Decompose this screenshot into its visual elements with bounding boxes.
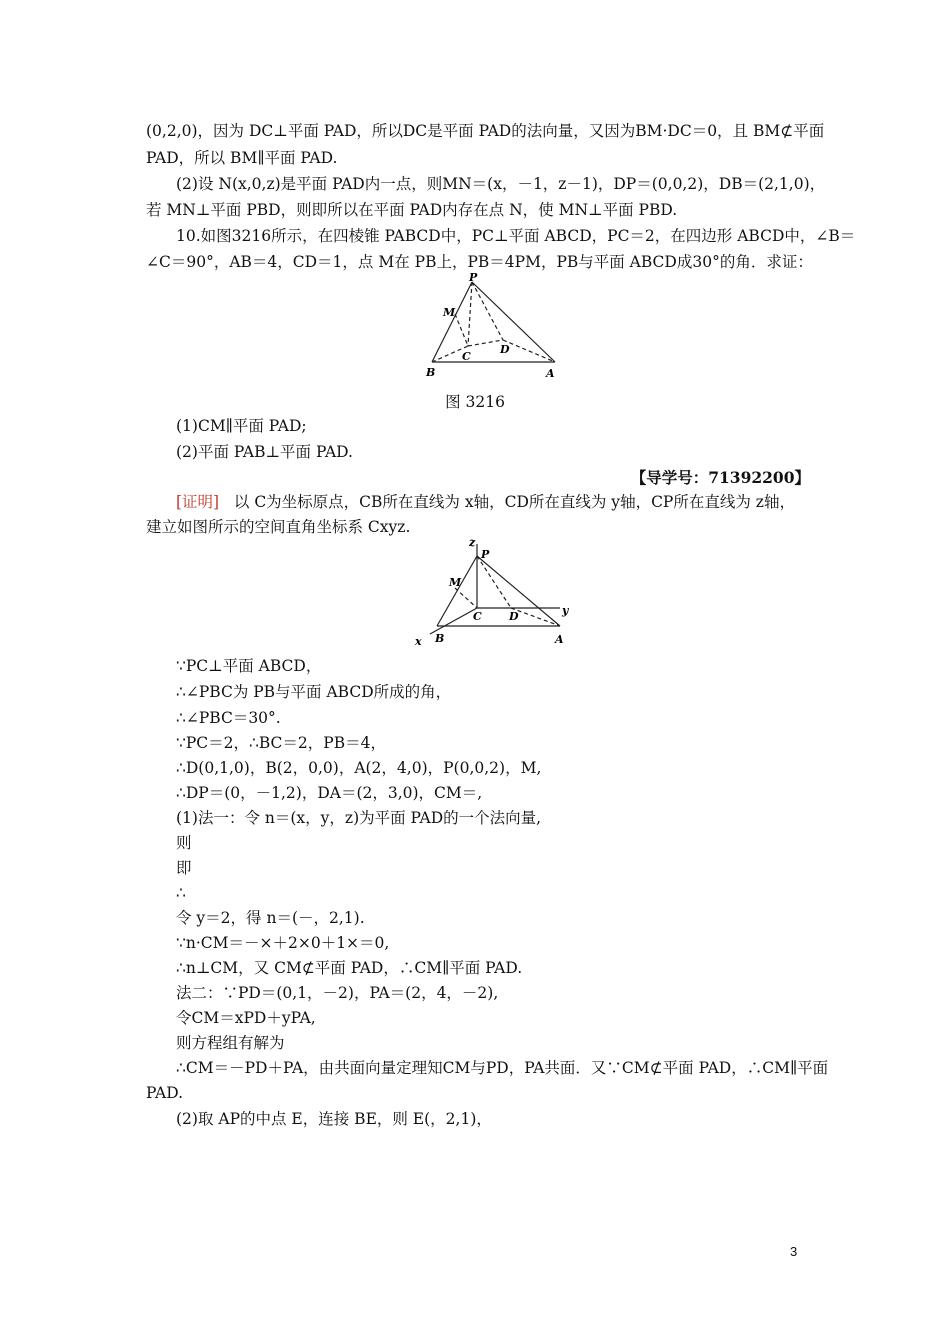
proof-line-14: 法二：∵PD＝(0,1，－2)，PA＝(2，4，－2), <box>176 984 499 1002</box>
proof-line-3: ∴∠PBC＝30°. <box>176 709 281 727</box>
label-b2: B <box>435 632 445 645</box>
proof-intro-text: 以 C为坐标原点，CB所在直线为 x轴，CD所在直线为 y轴，CP所在直线为 z轴， <box>233 493 795 511</box>
axis-z-label: z <box>469 538 476 549</box>
label-a: A <box>546 367 555 380</box>
label-m2: M <box>449 576 462 589</box>
proof-line-7: (1)法一：令 n＝(x，y，z)为平面 PAD的一个法向量, <box>176 809 542 827</box>
page-number: 3 <box>790 1244 798 1259</box>
label-d2: D <box>509 610 519 623</box>
label-c2: C <box>473 610 482 623</box>
proof-line-17: ∴CM＝－PD＋PA，由共面向量定理知CM与PD，PA共面．又∵CM⊄平面 PAD，∴CM∥平面 <box>176 1059 829 1077</box>
pyramid-figure-1 <box>420 272 570 384</box>
proof-line-8: 则 <box>176 834 192 852</box>
proof-tail: PAD. <box>146 1084 184 1102</box>
proof-line-9: 即 <box>176 859 192 877</box>
axis-y-label: y <box>562 604 569 617</box>
text-line-3: (2)设 N(x,0,z)是平面 PAD内一点，则MN＝(x，－1，z－1)，DP＝(0,0,2)，DB＝(2,1,0)， <box>176 175 826 193</box>
proof-line-10: ∴ <box>176 884 186 902</box>
proof-line-15: 令CM＝xPD＋yPA, <box>176 1009 316 1027</box>
label-b: B <box>426 366 436 379</box>
proof-line-last: (2)取 AP的中点 E，连接 BE，则 E(，2,1)， <box>176 1110 492 1128</box>
proof-intro-1 <box>176 491 795 513</box>
proof-line-16: 则方程组有解为 <box>176 1034 285 1052</box>
label-p: P <box>469 272 478 284</box>
proof-line-5: ∴D(0,1,0)，B(2，0,0)，A(2，4,0)，P(0,0,2)，M, <box>176 759 542 777</box>
label-m: M <box>443 306 456 319</box>
guide-number: 【导学号：71392200】 <box>630 468 810 487</box>
label-c: C <box>462 350 471 363</box>
proof-line-2: ∴∠PBC为 PB与平面 ABCD所成的角， <box>176 683 452 701</box>
label-p2: P <box>481 548 490 561</box>
proof-line-13: ∴n⊥CM，又 CM⊄平面 PAD，∴CM∥平面 PAD. <box>176 959 523 977</box>
claim-2: (2)平面 PAB⊥平面 PAD. <box>176 443 353 461</box>
claim-1: (1)CM∥平面 PAD; <box>176 417 307 435</box>
text-line-1: (0,2,0)，因为 DC⊥平面 PAD，所以DC是平面 PAD的法向量，又因为BM·DC＝0，且 BM⊄平面 <box>146 122 825 140</box>
axis-x-label: x <box>415 635 422 648</box>
label-d: D <box>500 343 510 356</box>
proof-tag: [证明] <box>176 493 220 511</box>
problem-10-line-2: ∠C＝90°，AB＝4，CD＝1，点 M在 PB上，PB＝4PM，PB与平面 ABCD成30°的角．求证： <box>146 253 813 271</box>
figure-caption: 图 3216 <box>445 393 505 411</box>
text-line-4: 若 MN⊥平面 PBD，则即所以在平面 PAD内存在点 N，使 MN⊥平面 PBD. <box>146 201 678 219</box>
proof-intro-2: 建立如图所示的空间直角坐标系 Cxyz. <box>146 518 411 536</box>
label-a2: A <box>555 633 564 646</box>
proof-line-4: ∵PC＝2，∴BC＝2，PB＝4， <box>176 734 386 752</box>
proof-line-11: 令 y＝2，得 n＝(－，2,1). <box>176 909 365 927</box>
pyramid-figure-2 <box>405 538 585 650</box>
proof-line-6: ∴DP＝(0，－1,2)，DA＝(2，3,0)，CM＝, <box>176 784 483 802</box>
problem-10-line-1: 10.如图3216所示，在四棱锥 PABCD中，PC⊥平面 ABCD，PC＝2，在四边形 ABCD中，∠B＝ <box>176 227 856 245</box>
proof-line-1: ∵PC⊥平面 ABCD， <box>176 657 322 675</box>
proof-line-12: ∵n·CM＝－×＋2×0＋1×＝0, <box>176 934 390 952</box>
text-line-2: PAD，所以 BM∥平面 PAD. <box>146 149 338 167</box>
